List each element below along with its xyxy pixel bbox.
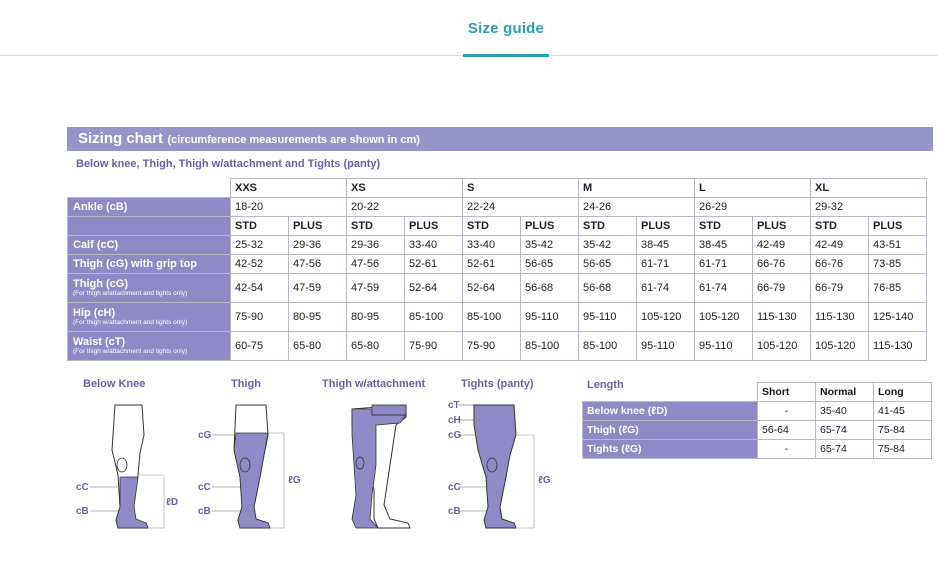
table-cell: 56-65	[521, 255, 579, 274]
row-label-cell	[68, 274, 231, 303]
table-cell: 75-90	[405, 332, 463, 361]
variant-header: STD	[347, 217, 405, 236]
variant-header: PLUS	[521, 217, 579, 236]
variant-header: PLUS	[869, 217, 927, 236]
length-header: Long	[874, 383, 932, 402]
table-cell: 24-26	[579, 198, 695, 217]
table-cell: 26-29	[695, 198, 811, 217]
table-cell: 18-20	[231, 198, 347, 217]
tab-size-guide[interactable]: Size guide	[463, 20, 549, 57]
table-cell: 47-59	[289, 274, 347, 303]
variant-header: STD	[463, 217, 521, 236]
table-cell: 61-71	[695, 255, 753, 274]
marker-lg-4: ℓG	[538, 475, 551, 486]
variant-header: STD	[231, 217, 289, 236]
table-cell: 42-54	[231, 274, 289, 303]
row-label-cell	[68, 236, 231, 255]
length-row-label: Thigh (ℓG)	[583, 421, 758, 440]
table-cell: 29-36	[289, 236, 347, 255]
length-header: Short	[758, 383, 816, 402]
row-label-cell	[68, 303, 231, 332]
table-cell: 95-110	[579, 303, 637, 332]
table-cell: 95-110	[637, 332, 695, 361]
leg-illustrations	[60, 395, 570, 535]
table-cell: 105-120	[753, 332, 811, 361]
marker-ct: cT	[448, 400, 460, 411]
table-cell: 95-110	[695, 332, 753, 361]
length-row	[583, 402, 932, 421]
table-cell: 66-76	[811, 255, 869, 274]
table-cell: 52-64	[405, 274, 463, 303]
length-row	[583, 440, 932, 459]
row-label: Thigh (cG)	[73, 278, 128, 290]
length-table	[582, 382, 932, 459]
thigh-attachment-figure	[352, 405, 410, 528]
ankle-row	[68, 198, 927, 217]
length-cell: 65-74	[816, 440, 874, 459]
table-cell: 75-90	[231, 303, 289, 332]
table-cell: 29-32	[811, 198, 927, 217]
size-header-row	[68, 179, 927, 198]
marker-cb-4: cB	[448, 506, 461, 517]
length-cell: 65-74	[816, 421, 874, 440]
table-cell: 29-36	[347, 236, 405, 255]
size-header: S	[463, 179, 579, 198]
table-cell: 115-130	[811, 303, 869, 332]
length-row-label: Below knee (ℓD)	[583, 402, 758, 421]
table-cell: 61-71	[637, 255, 695, 274]
table-cell: 66-76	[753, 255, 811, 274]
length-cell: 35-40	[816, 402, 874, 421]
table-cell: 47-59	[347, 274, 405, 303]
size-header: XXS	[231, 179, 347, 198]
figure-label-thigh-attachment: Thigh w/attachment	[322, 378, 426, 390]
table-cell: 33-40	[463, 236, 521, 255]
table-cell: 38-45	[637, 236, 695, 255]
table-row	[68, 255, 927, 274]
table-cell: 95-110	[521, 303, 579, 332]
figure-label-thigh: Thigh	[231, 378, 261, 390]
length-cell: 56-64	[758, 421, 816, 440]
marker-ch: cH	[448, 415, 461, 426]
table-cell: 22-24	[463, 198, 579, 217]
table-cell: 52-61	[463, 255, 521, 274]
table-cell: 47-56	[289, 255, 347, 274]
chart-title-note: (circumference measurements are shown in cm)	[167, 134, 420, 146]
table-cell: 56-68	[521, 274, 579, 303]
size-table	[67, 178, 927, 361]
table-cell: 105-120	[811, 332, 869, 361]
table-cell: 80-95	[347, 303, 405, 332]
table-cell: 65-80	[289, 332, 347, 361]
variant-header: PLUS	[289, 217, 347, 236]
marker-ld: ℓD	[166, 497, 179, 508]
length-row-label: Tights (ℓG)	[583, 440, 758, 459]
chart-title-band	[67, 127, 933, 151]
table-cell: 35-42	[579, 236, 637, 255]
table-cell: 105-120	[695, 303, 753, 332]
table-cell: 52-64	[463, 274, 521, 303]
table-cell: 60-75	[231, 332, 289, 361]
table-cell: 33-40	[405, 236, 463, 255]
row-label: Hip (cH)	[73, 307, 116, 319]
marker-cb: cB	[76, 506, 89, 517]
table-cell: 85-100	[521, 332, 579, 361]
row-note: (For thigh w/attachment and tights only)	[73, 290, 188, 297]
length-cell: 41-45	[874, 402, 932, 421]
table-cell: 85-100	[579, 332, 637, 361]
variant-header: PLUS	[753, 217, 811, 236]
length-cell: -	[758, 402, 816, 421]
chart-title: Sizing chart	[78, 130, 164, 147]
variant-header: STD	[695, 217, 753, 236]
row-label: Calf (cC)	[73, 238, 119, 251]
variant-header: PLUS	[637, 217, 695, 236]
table-cell: 115-130	[869, 332, 927, 361]
table-cell: 61-74	[695, 274, 753, 303]
marker-cg: cG	[198, 430, 212, 441]
variant-header: STD	[811, 217, 869, 236]
table-row	[68, 303, 927, 332]
figure-label-tights: Tights (panty)	[461, 378, 534, 390]
table-cell: 66-79	[753, 274, 811, 303]
marker-cg-4: cG	[448, 430, 462, 441]
table-cell: 85-100	[405, 303, 463, 332]
table-cell: 115-130	[753, 303, 811, 332]
table-cell: 56-68	[579, 274, 637, 303]
size-header: XL	[811, 179, 927, 198]
variant-header: STD	[579, 217, 637, 236]
length-cell: 75-84	[874, 440, 932, 459]
table-cell: 85-100	[463, 303, 521, 332]
size-header: L	[695, 179, 811, 198]
length-header-row	[583, 383, 932, 402]
row-note: (For thigh w/attachment and tights only)	[73, 348, 188, 355]
table-cell: 42-52	[231, 255, 289, 274]
table-row	[68, 236, 927, 255]
length-cell: -	[758, 440, 816, 459]
row-label-cell	[68, 255, 231, 274]
length-title: Length	[587, 379, 624, 391]
table-cell: 47-56	[347, 255, 405, 274]
table-cell: 76-85	[869, 274, 927, 303]
table-cell: 73-85	[869, 255, 927, 274]
row-label: Waist (cT)	[73, 336, 126, 348]
tights-figure	[448, 400, 551, 528]
table-cell: 56-65	[579, 255, 637, 274]
table-cell: 42-49	[753, 236, 811, 255]
length-header: Normal	[816, 383, 874, 402]
row-label: Thigh (cG) with grip top	[73, 257, 198, 270]
table-cell: 35-42	[521, 236, 579, 255]
table-cell: 42-49	[811, 236, 869, 255]
marker-cc-2: cC	[198, 482, 211, 493]
table-cell: 52-61	[405, 255, 463, 274]
table-cell: 66-79	[811, 274, 869, 303]
thigh-figure	[198, 405, 301, 528]
table-cell: 25-32	[231, 236, 289, 255]
row-note: (For thigh w/attachment and tights only)	[73, 319, 188, 326]
table-cell: 105-120	[637, 303, 695, 332]
length-row	[583, 421, 932, 440]
table-cell: 75-90	[463, 332, 521, 361]
marker-lg: ℓG	[288, 475, 301, 486]
marker-cc: cC	[76, 482, 89, 493]
table-row	[68, 274, 927, 303]
row-label: Ankle (cB)	[68, 198, 231, 217]
table-cell: 43-51	[869, 236, 927, 255]
tab-bar	[0, 0, 938, 56]
size-header: XS	[347, 179, 463, 198]
table-cell: 80-95	[289, 303, 347, 332]
marker-cb-2: cB	[198, 506, 211, 517]
size-header: M	[579, 179, 695, 198]
table-cell: 20-22	[347, 198, 463, 217]
chart-subtitle: Below knee, Thigh, Thigh w/attachment and Tights (panty)	[76, 158, 381, 170]
table-cell: 61-74	[637, 274, 695, 303]
table-row	[68, 332, 927, 361]
length-cell: 75-84	[874, 421, 932, 440]
variant-header-row	[68, 217, 927, 236]
row-label-cell	[68, 332, 231, 361]
table-cell: 38-45	[695, 236, 753, 255]
marker-cc-4: cC	[448, 482, 461, 493]
table-cell: 65-80	[347, 332, 405, 361]
figure-label-below-knee: Below Knee	[83, 378, 146, 390]
table-cell: 125-140	[869, 303, 927, 332]
variant-header: PLUS	[405, 217, 463, 236]
below-knee-figure	[76, 405, 178, 528]
